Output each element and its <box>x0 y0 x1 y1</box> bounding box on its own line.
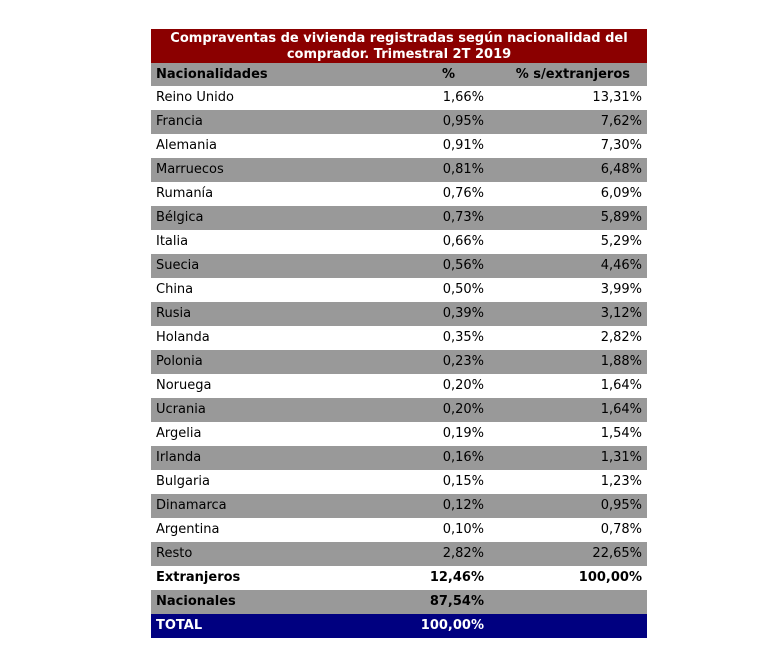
row-pct: 0,19% <box>442 426 484 441</box>
table-row <box>151 374 647 398</box>
row-pct: 0,23% <box>442 354 484 369</box>
row-pct-extranjeros: 1,54% <box>600 426 642 441</box>
row-pct-extranjeros: 1,23% <box>600 474 642 489</box>
row-name: Ucrania <box>156 402 206 417</box>
table-body <box>151 86 647 566</box>
row-pct: 0,15% <box>442 474 484 489</box>
row-pct-extranjeros: 6,48% <box>600 162 642 177</box>
header-pct: % <box>441 67 455 82</box>
table-row <box>151 350 647 374</box>
row-name: Rusia <box>156 306 192 321</box>
table-row <box>151 446 647 470</box>
row-pct: 0,95% <box>442 114 484 129</box>
table-row <box>151 134 647 158</box>
row-pct-extranjeros: 3,12% <box>600 306 642 321</box>
row-pct-extranjeros: 7,62% <box>600 114 642 129</box>
row-pct-extranjeros: 22,65% <box>592 546 642 561</box>
row-pct: 0,66% <box>442 234 484 249</box>
row-pct-extranjeros: 100,00% <box>578 570 642 585</box>
row-name: Holanda <box>156 330 210 345</box>
row-pct: 100,00% <box>420 618 484 633</box>
row-extranjeros <box>151 566 647 590</box>
row-name: China <box>156 282 194 297</box>
row-pct-extranjeros: 1,64% <box>600 402 642 417</box>
row-pct-extranjeros: 3,99% <box>600 282 642 297</box>
table-row <box>151 302 647 326</box>
row-nacionales <box>151 590 647 614</box>
row-name: Suecia <box>156 258 200 273</box>
row-pct-extranjeros: 1,88% <box>600 354 642 369</box>
row-name: Nacionales <box>156 594 236 609</box>
row-pct-extranjeros: 1,31% <box>600 450 642 465</box>
row-pct: 0,20% <box>442 378 484 393</box>
row-name: Marruecos <box>156 162 224 177</box>
row-pct-extranjeros: 4,46% <box>600 258 642 273</box>
row-pct-extranjeros: 0,78% <box>600 522 642 537</box>
table-row <box>151 422 647 446</box>
row-pct-extranjeros: 5,89% <box>600 210 642 225</box>
row-name: Dinamarca <box>156 498 227 513</box>
data-table <box>151 29 647 638</box>
row-name: Reino Unido <box>156 90 234 105</box>
table-row <box>151 398 647 422</box>
table-row <box>151 278 647 302</box>
table-row <box>151 254 647 278</box>
row-pct-extranjeros: 2,82% <box>600 330 642 345</box>
table-row <box>151 230 647 254</box>
table-row <box>151 110 647 134</box>
row-name: Argentina <box>156 522 220 537</box>
table-row <box>151 182 647 206</box>
header-pct-extranjeros: % s/extranjeros <box>515 67 630 82</box>
row-name: Extranjeros <box>156 570 241 585</box>
row-name: Polonia <box>156 354 203 369</box>
row-pct-extranjeros: 0,95% <box>600 498 642 513</box>
table-row <box>151 326 647 350</box>
table-title: Compraventas de vivienda registradas según nacionalidad del comprador. Trimestral 2T 2019 <box>151 29 647 63</box>
row-name: Rumanía <box>156 186 214 201</box>
row-name: Argelia <box>156 426 202 441</box>
table-row <box>151 158 647 182</box>
row-name: Italia <box>156 234 189 249</box>
table-header-row <box>151 63 647 86</box>
row-pct: 0,56% <box>442 258 484 273</box>
row-pct: 1,66% <box>442 90 484 105</box>
row-name: TOTAL <box>156 618 203 633</box>
row-pct-extranjeros: 7,30% <box>600 138 642 153</box>
row-name: Bulgaria <box>156 474 210 489</box>
row-pct: 2,82% <box>442 546 484 561</box>
row-pct: 0,81% <box>442 162 484 177</box>
row-name: Francia <box>156 114 203 129</box>
row-pct: 12,46% <box>429 570 484 585</box>
table-row <box>151 470 647 494</box>
row-pct-extranjeros: 1,64% <box>600 378 642 393</box>
row-pct: 0,76% <box>442 186 484 201</box>
table-row <box>151 494 647 518</box>
row-name: Resto <box>156 546 193 561</box>
row-name: Bélgica <box>156 210 204 225</box>
row-name: Irlanda <box>156 450 202 465</box>
header-nacionalidades: Nacionalidades <box>156 67 268 82</box>
table-row <box>151 518 647 542</box>
row-pct: 0,16% <box>442 450 484 465</box>
table-row <box>151 206 647 230</box>
row-pct: 0,10% <box>442 522 484 537</box>
row-pct-extranjeros: 13,31% <box>592 90 642 105</box>
table-row <box>151 542 647 566</box>
row-pct-extranjeros: 6,09% <box>600 186 642 201</box>
row-name: Noruega <box>156 378 212 393</box>
row-pct: 0,91% <box>442 138 484 153</box>
row-pct: 0,20% <box>442 402 484 417</box>
row-pct: 0,73% <box>442 210 484 225</box>
row-pct: 0,35% <box>442 330 484 345</box>
table-row <box>151 86 647 110</box>
row-pct-extranjeros: 5,29% <box>600 234 642 249</box>
row-pct: 0,50% <box>442 282 484 297</box>
row-pct: 87,54% <box>429 594 484 609</box>
row-pct: 0,12% <box>442 498 484 513</box>
row-total <box>151 614 647 638</box>
row-pct: 0,39% <box>442 306 484 321</box>
row-name: Alemania <box>156 138 217 153</box>
